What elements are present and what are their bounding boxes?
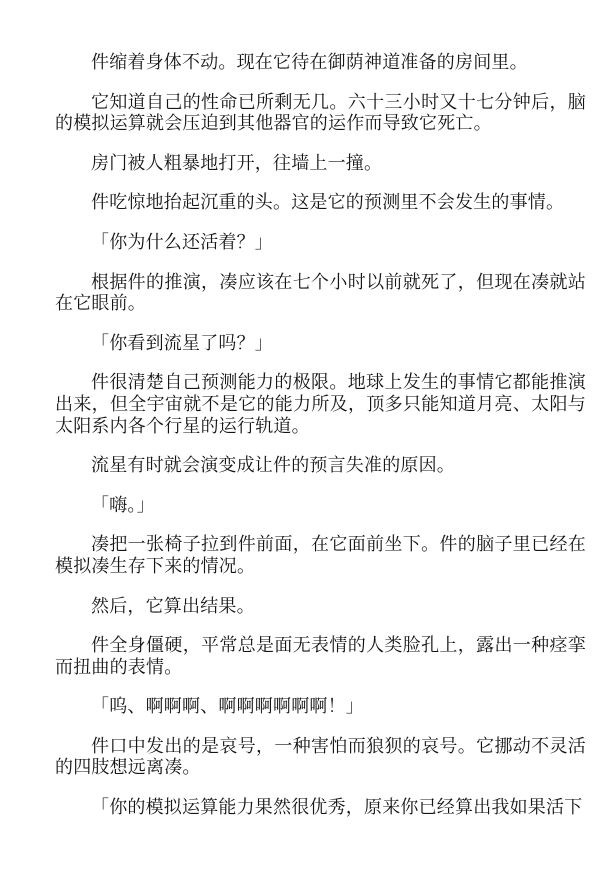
paragraph: 然后，它算出结果。 xyxy=(91,595,255,616)
paragraph: 件吃惊地抬起沉重的头。这是它的预测里不会发生的事情。 xyxy=(91,192,565,213)
paragraph-dialogue: 「嗨。」 xyxy=(91,494,155,515)
paragraph-dialogue: 「呜、啊啊啊、啊啊啊啊啊啊！」 xyxy=(91,696,364,717)
paragraph: 根据件的推演，凑应该在七个小时以前就死了，但现在凑就站在它眼前。 xyxy=(55,271,586,314)
paragraph: 件口中发出的是哀号，一种害怕而狼狈的哀号。它挪动不灵活的四肢想远离凑。 xyxy=(55,735,586,778)
paragraph: 房门被人粗暴地打开，往墙上一撞。 xyxy=(91,152,383,173)
paragraph: 件很清楚自己预测能力的极限。地球上发生的事情它都能推演出来，但全宇宙就不是它的能力所及，顶多只能知道月亮、太阳与太阳系内各个行星的运行轨道。 xyxy=(55,372,586,436)
paragraph-dialogue: 「你看到流星了吗？」 xyxy=(91,332,273,353)
paragraph: 流星有时就会演变成让件的预言失准的原因。 xyxy=(91,455,455,476)
paragraph: 件全身僵硬，平常总是面无表情的人类脸孔上，露出一种痉挛而扭曲的表情。 xyxy=(55,635,586,677)
paragraph: 它知道自己的性命已所剩无几。六十三小时又十七分钟后，脑的模拟运算就会压迫到其他器官的运作而导致它死亡。 xyxy=(55,91,586,134)
paragraph-dialogue: 「你的模拟运算能力果然很优秀，原来你已经算出我如果活下 xyxy=(91,797,583,818)
paragraph: 凑把一张椅子拉到件前面，在它面前坐下。件的脑子里已经在模拟凑生存下来的情况。 xyxy=(55,534,586,576)
paragraph: 件缩着身体不动。现在它待在御荫神道准备的房间里。 xyxy=(91,52,528,72)
paragraph-dialogue: 「你为什么还活着？」 xyxy=(91,231,273,252)
